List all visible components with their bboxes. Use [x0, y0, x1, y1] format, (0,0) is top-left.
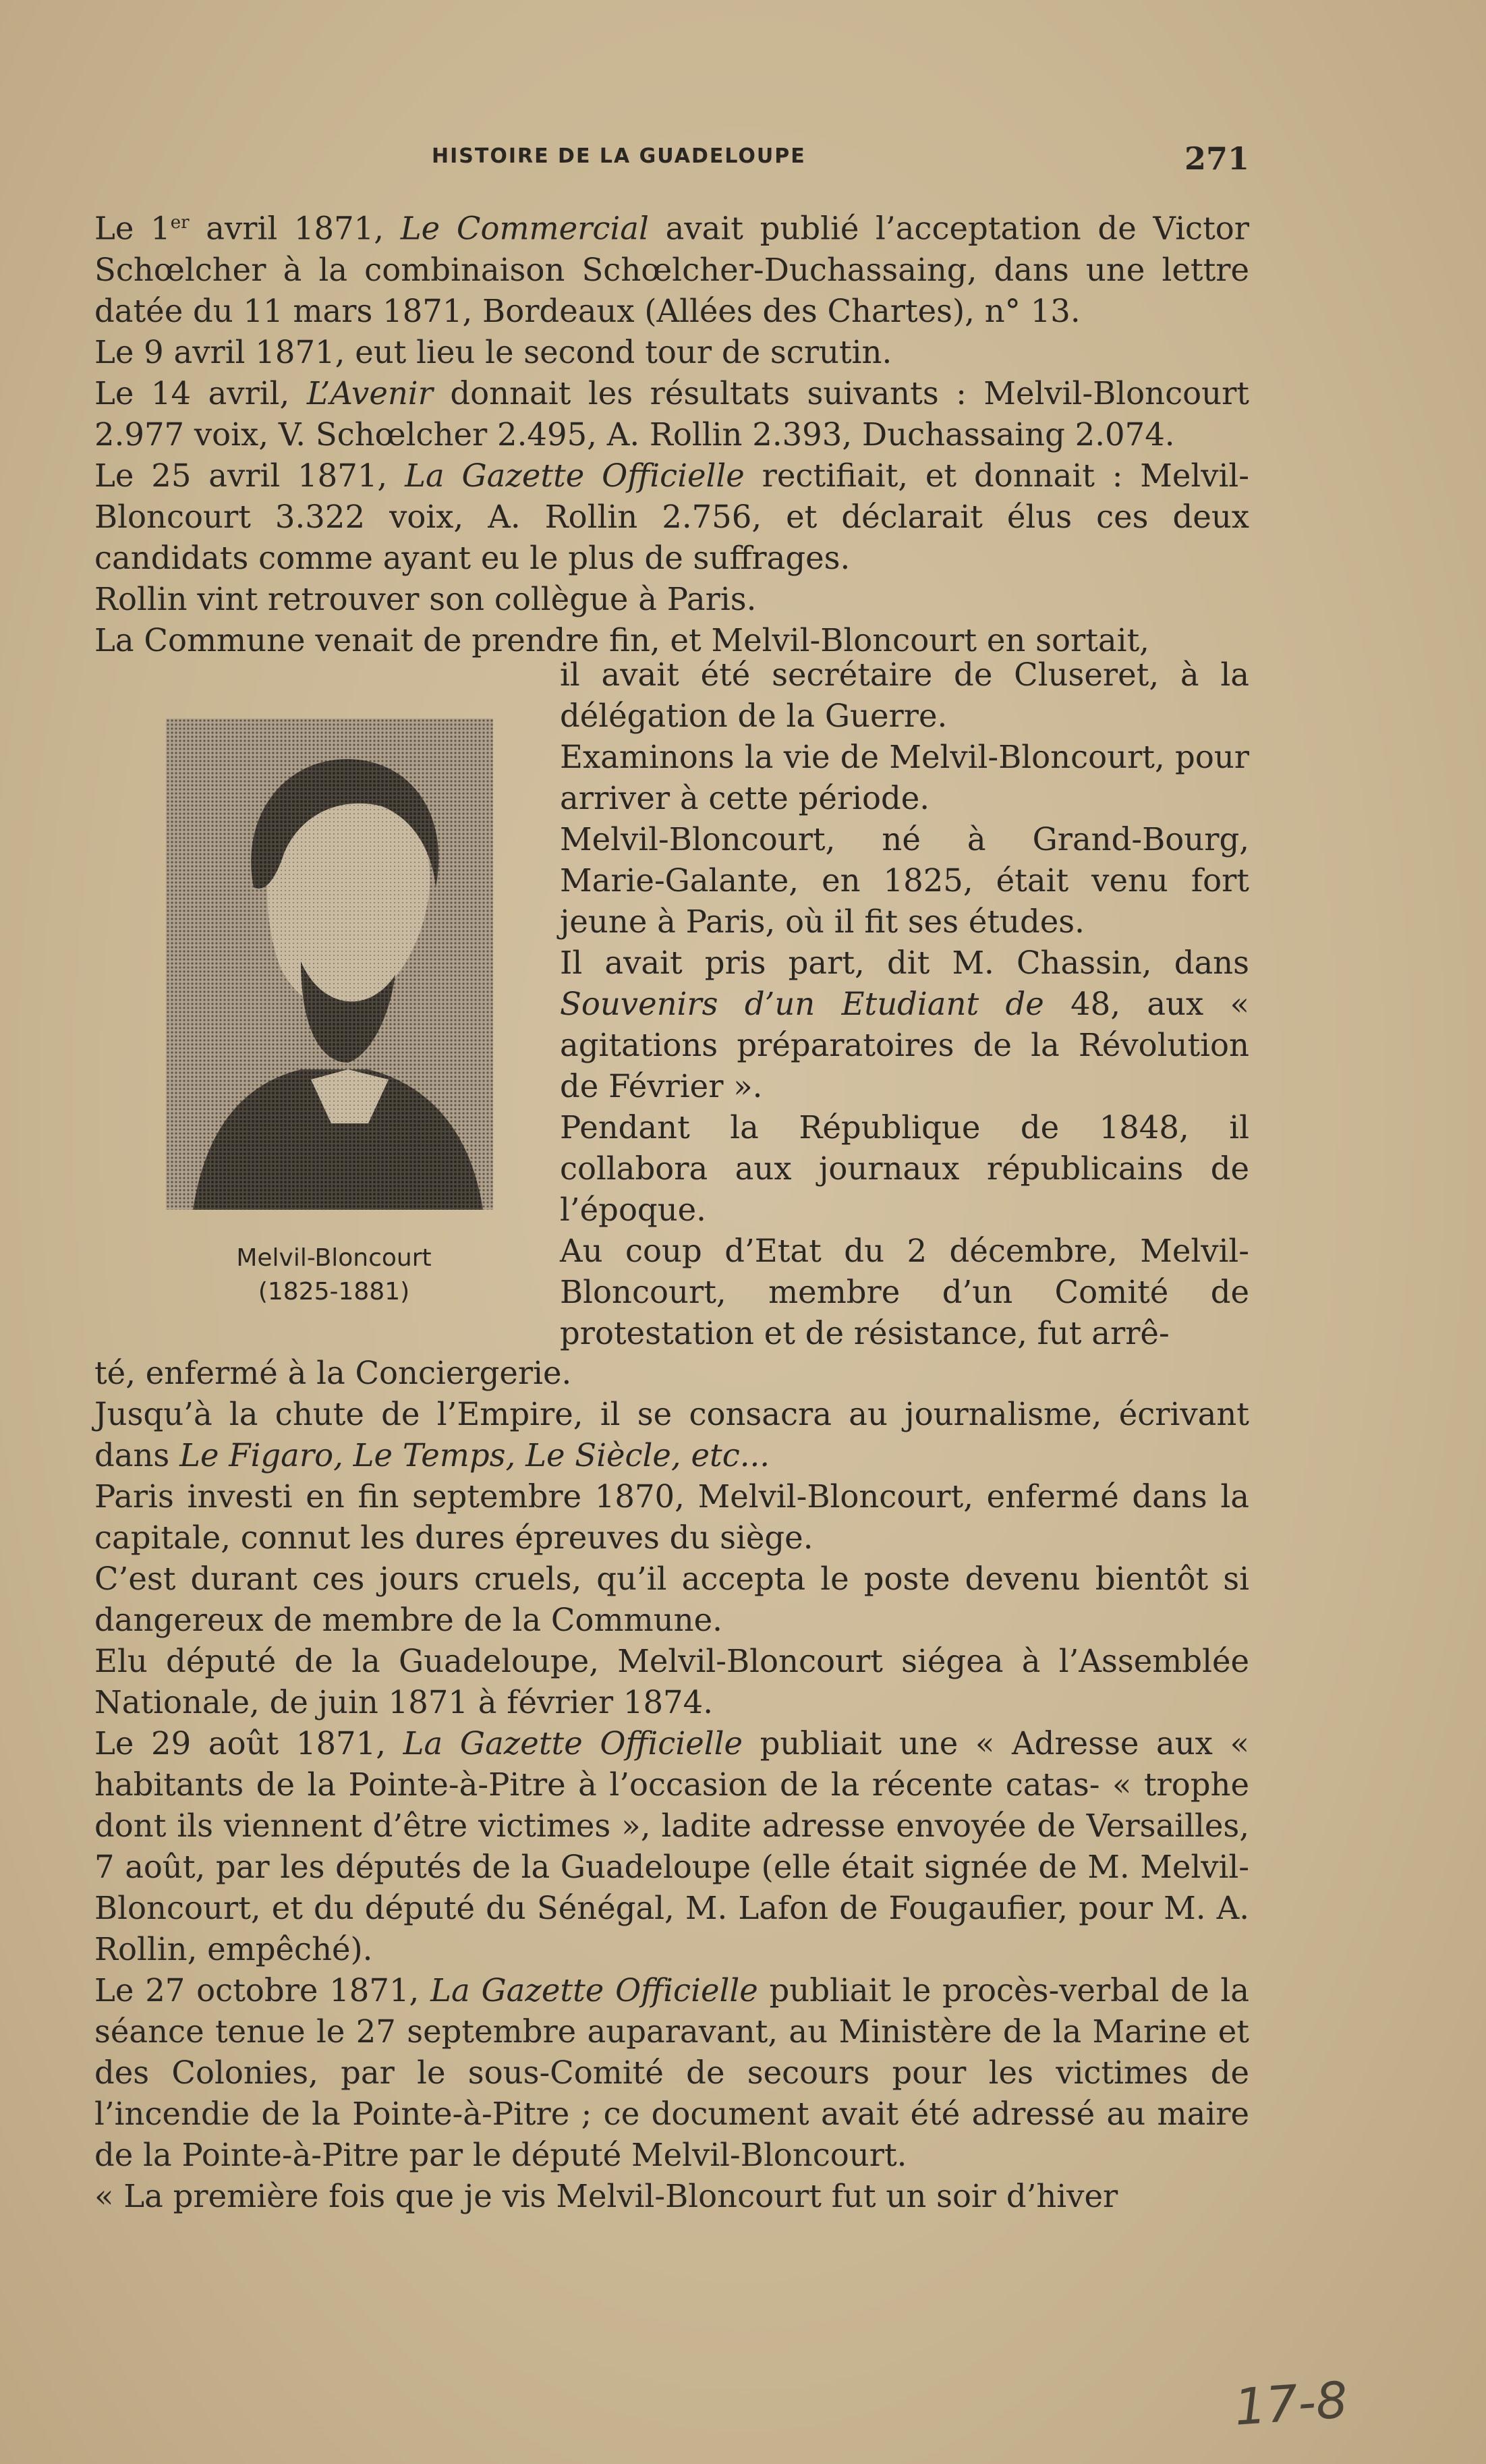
- text-run: er: [170, 213, 190, 233]
- text-run: Melvil-Bloncourt, né à Grand-Bourg, Marie-Galante, en 1825, était venu fort jeune à Paris, où il fit ses études.: [560, 821, 1249, 940]
- text-run: Le 9 avril 1871, eut lieu le second tour de scrutin.: [94, 333, 892, 370]
- portrait-engraving: [166, 719, 493, 1210]
- text-run: avait publié l’acceptation de Victor Schœlcher à la combinaison Schœlcher-Duchassaing, dans une lettre datée du 11 mars 1871, Bordeaux (Allées des Chartes), n° 13.: [94, 210, 1250, 329]
- italic-title: La Gazette Officielle: [403, 1725, 743, 1762]
- text-run: Examinons la vie de Melvil-Bloncourt, pour arriver à cette période.: [560, 739, 1249, 816]
- paragraph: [94, 2176, 1249, 2217]
- paragraph: [94, 1353, 1249, 1394]
- running-title: HISTOIRE DE LA GUADELOUPE: [432, 144, 806, 168]
- text-run: Le 27 octobre 1871,: [94, 1972, 431, 2009]
- text-run: Il avait pris part, dit M. Chassin, dans: [560, 945, 1249, 981]
- paragraph: [94, 1476, 1249, 1559]
- handwritten-note: 17-8: [1232, 2371, 1350, 2437]
- body-text-bottom: [94, 1353, 1249, 2217]
- body-text-beside-figure: [560, 654, 1249, 1354]
- paragraph: [94, 373, 1249, 455]
- text-run: Le 29 août 1871,: [94, 1725, 403, 1762]
- text-run: Au coup d’Etat du 2 décembre, Melvil-Bloncourt, membre d’un Comité de protestation et de résistance, fut arrê-: [560, 1233, 1249, 1351]
- italic-title: Le Commercial: [400, 210, 649, 247]
- text-run: donnait les résultats suivants : Melvil-Bloncourt 2.977 voix, V. Schœlcher 2.495, A. Rollin 2.393, Duchassaing 2.074.: [94, 374, 1249, 453]
- paragraph: [94, 1970, 1249, 2176]
- paragraph: [94, 1559, 1249, 1641]
- text-run: Le 1: [94, 210, 171, 247]
- paragraph: [94, 1723, 1249, 1970]
- text-run: C’est durant ces jours cruels, qu’il accepta le poste devenu bientôt si dangereux de membre de la Commune.: [94, 1561, 1249, 1638]
- paragraph: [94, 332, 1249, 373]
- page-number: 271: [1184, 140, 1249, 177]
- text-run: publiait le procès-verbal de la séance tenue le 27 septembre auparavant, au Ministère de la Marine et des Colonies, par le sous-Comité de secours pour les victimes de l’incendie de la Pointe-à-Pitre ; ce document avait été adressé au maire de la Pointe-à-Pitre par le député Melvil-Bloncourt.: [94, 1972, 1250, 2173]
- paragraph: [94, 1394, 1249, 1476]
- italic-title: La Gazette Officielle: [405, 457, 745, 494]
- paragraph: [560, 943, 1249, 1107]
- text-run: té, enfermé à la Conciergerie.: [94, 1355, 572, 1391]
- text-run: avril 1871,: [189, 210, 401, 247]
- paragraph: [560, 654, 1249, 737]
- text-run: 48, aux « agitations préparatoires de la Révolution de Février ».: [560, 986, 1249, 1104]
- text-run: Pendant la République de 1848, il collabora aux journaux républicains de l’époque.: [560, 1109, 1249, 1228]
- text-run: Le 14 avril,: [94, 374, 307, 412]
- text-run: Elu député de la Guadeloupe, Melvil-Bloncourt siégea à l’Assemblée Nationale, de juin 1871 à février 1874.: [94, 1643, 1249, 1720]
- paragraph: [560, 1231, 1249, 1354]
- figure-caption-name: Melvil-Bloncourt: [236, 1244, 432, 1272]
- italic-title: L’Avenir: [306, 374, 433, 412]
- paragraph: [560, 819, 1249, 943]
- paragraph: [94, 579, 1249, 620]
- italic-title: Le Figaro, Le Temps, Le Siècle, etc...: [179, 1437, 770, 1474]
- text-run: Jusqu’à la chute de l’Empire, il se consacra au journalisme, écrivant dans: [94, 1396, 1249, 1474]
- paragraph: [94, 1641, 1249, 1723]
- text-run: Le 25 avril 1871,: [94, 457, 405, 494]
- figure-caption-years: (1825-1881): [258, 1278, 410, 1306]
- paragraph: [94, 455, 1249, 579]
- text-run: « La première fois que je vis Melvil-Bloncourt fut un soir d’hiver: [94, 2178, 1118, 2214]
- text-run: rectifiait, et donnait : Melvil-Bloncourt 3.322 voix, A. Rollin 2.756, et déclarait élus ces deux candidats comme ayant eu le plus de suffrages.: [94, 457, 1249, 576]
- text-run: La Commune venait de prendre fin, et Melvil-Bloncourt en sortait,: [94, 621, 1149, 659]
- italic-title: La Gazette Officielle: [430, 1972, 758, 2009]
- paragraph: [560, 737, 1249, 819]
- paragraph: [560, 1107, 1249, 1231]
- text-run: publiait une « Adresse aux « habitants de la Pointe-à-Pitre à l’occasion de la récente catas- « trophe dont ils viennent d’être victimes », ladite adresse envoyée de Versailles, 7 août, par les députés de la Guadeloupe (elle était signée de M. Melvil-Bloncourt, et du député du Sénégal, M. Lafon de Fougaufier, pour M. A. Rollin, empêché).: [94, 1725, 1249, 1967]
- italic-title: Souvenirs d’un Etudiant de: [560, 986, 1044, 1022]
- running-header: [94, 140, 1249, 181]
- text-run: il avait été secrétaire de Cluseret, à la délégation de la Guerre.: [560, 656, 1249, 734]
- text-run: Rollin vint retrouver son collègue à Paris.: [94, 580, 757, 617]
- text-run: Paris investi en fin septembre 1870, Melvil-Bloncourt, enfermé dans la capitale, connut les dures épreuves du siège.: [94, 1478, 1249, 1556]
- body-text-top: [94, 202, 1249, 661]
- paragraph: [94, 202, 1249, 332]
